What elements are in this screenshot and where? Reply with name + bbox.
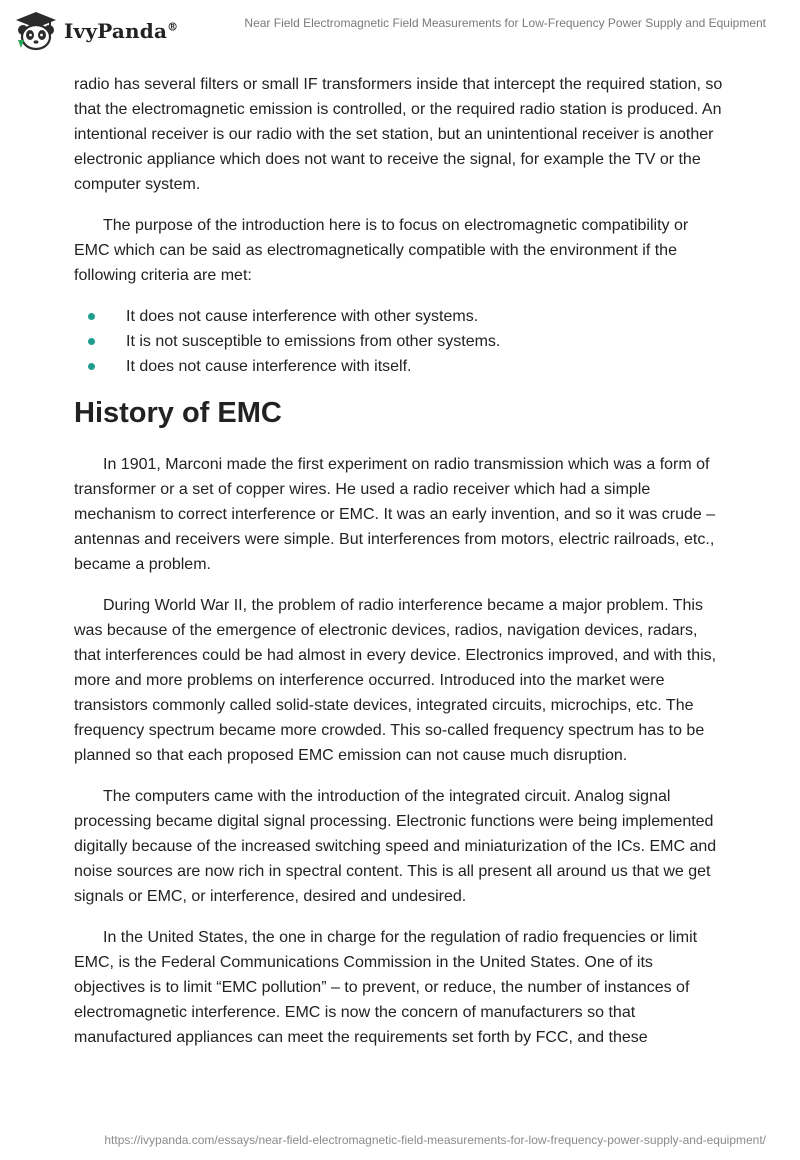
body-paragraph: In the United States, the one in charge for the regulation of radio frequencies or limit EMC, is the Federal Communications Commission in the United States. One of its objectives is to limit “EMC pollution” – to prevent, or reduce, the number of instances of electromagnetic interference. EMC is now the concern of manufacturers so that manufactured appliances can meet the requirements set forth by FCC, and these [74, 929, 698, 1046]
intro-paragraph: The purpose of the introduction here is to focus on electromagnetic compatibility or EMC which can be said as electromagnetically compatible with the environment if the following criteria are met: [74, 217, 689, 284]
list-item [74, 354, 724, 379]
document-title: Near Field Electromagnetic Field Measurements for Low-Frequency Power Supply and Equipment [244, 16, 766, 30]
source-url[interactable]: https://ivypanda.com/essays/near-field-electromagnetic-field-measurements-for-low-frequency-power-supply-and-equipment/ [104, 1133, 766, 1147]
article-body [74, 72, 724, 1066]
bullet-icon [88, 313, 95, 320]
list-item-text: It does not cause interference with itself. [126, 358, 412, 375]
brand-name-text: IvyPanda [64, 19, 168, 43]
section-heading: History of EMC [74, 397, 282, 429]
panda-graduate-icon [14, 10, 58, 52]
list-item-text: It does not cause interference with other systems. [126, 308, 479, 325]
trademark-symbol: ® [167, 20, 179, 34]
list-item [74, 304, 724, 329]
body-paragraph: In 1901, Marconi made the first experiment on radio transmission which was a form of transformer or a set of copper wires. He used a radio receiver which had a simple mechanism to correct interference or EMC. It was an early invention, and so it was crude – antennas and receivers were simple. But interferences from motors, electric railroads, etc., became a problem. [74, 456, 716, 573]
list-item [74, 329, 724, 354]
brand-logo[interactable] [14, 10, 178, 52]
bullet-icon [88, 338, 95, 345]
bullet-icon [88, 363, 95, 370]
page-header [0, 0, 800, 60]
criteria-list [74, 304, 724, 379]
body-paragraph: The computers came with the introduction of the integrated circuit. Analog signal processing became digital signal processing. Electronic functions were being implemented digitally because of the increased switching speed and miniaturization of the ICs. EMC and noise sources are now rich in spectral content. This is all present all around us that we get signals or EMC, or interference, desired and undesired. [74, 788, 717, 905]
list-item-text: It is not susceptible to emissions from other systems. [126, 333, 501, 350]
intro-paragraph: radio has several filters or small IF transformers inside that intercept the required station, so that the electromagnetic emission is controlled, or the required radio station is produced. An intentional receiver is our radio with the set station, but an unintentional receiver is another electronic appliance which does not want to receive the signal, for example the TV or the computer system. [74, 76, 723, 193]
body-paragraph: During World War II, the problem of radio interference became a major problem. This was because of the emergence of electronic devices, radios, navigation devices, radars, that interferences could be had almost in every device. Electronics improved, and with this, more and more problems on interference occurred. Introduced into the market were transistors commonly called solid-state devices, integrated circuits, microchips, etc. The frequency spectrum became more crowded. This so-called frequency spectrum has to be planned so that each proposed EMC emission can not cause much disruption. [74, 597, 717, 764]
brand-name [64, 19, 178, 43]
